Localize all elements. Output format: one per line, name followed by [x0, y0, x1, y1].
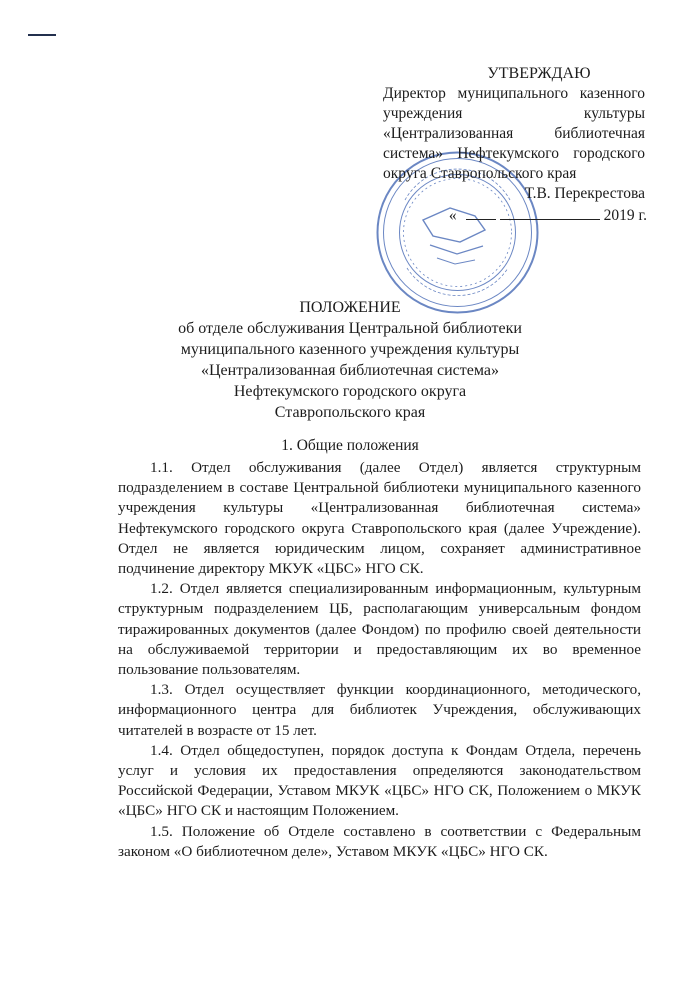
approval-block [383, 64, 645, 226]
section-title: 1. Общие положения [281, 437, 419, 454]
date-day-blank [466, 218, 496, 220]
approval-title: УТВЕРЖДАЮ [487, 65, 591, 82]
paragraph: 1.2. Отдел является специализированным информационным, культурным структурным подразделением ЦБ, располагающим универсальным фондом тиражированных документов (далее Фондом) по профилю своей деятельности на обслуживаемой территории и предоставляющим их во временное пользование пользователям. [118, 580, 641, 679]
document-subtitle-line: Нефтекумского городского округа [233, 383, 467, 400]
paragraph: 1.4. Отдел общедоступен, порядок доступа к Фондам Отдела, перечень услуг и условия их предоставления определяются законодательством Российской Федерации, Уставом МКУК «ЦБС» НГО СК, Положением о МКУК «ЦБС» НГО СК и настоящим Положением. [118, 741, 641, 820]
date-open-quote: « [448, 207, 457, 224]
date-year: 2019 г. [603, 207, 647, 224]
paragraph: 1.3. Отдел осуществляет функции координационного, методического, информационного центра для библиотек Учреждения, обслуживающих читателей в возрасте от 15 лет. [118, 681, 641, 739]
document-subtitle-line: об отделе обслуживания Центральной библиотеки [178, 320, 522, 337]
document-subtitle-line: Ставропольского края [274, 404, 426, 421]
document-heading [150, 297, 550, 423]
signatory-name: Т.В. Перекрестова [524, 185, 645, 202]
section-body [118, 458, 641, 862]
signature-row [383, 184, 645, 204]
paragraph: 1.5. Положение об Отделе составлено в соответствии с Федеральным законом «О библиотечном деле», Уставом МКУК «ЦБС» НГО СК. [118, 822, 641, 860]
approval-date-row [318, 204, 647, 226]
approval-position: Директор муниципального казенного учреждения культуры «Централизованная библиотечная система» Нефтекумского городского округа Ставропольского края [383, 85, 645, 182]
date-month-blank [500, 204, 600, 220]
document-subtitle-line: «Централизованная библиотечная система» [201, 362, 499, 379]
document-title: ПОЛОЖЕНИЕ [299, 299, 401, 316]
paragraph: 1.1. Отдел обслуживания (далее Отдел) является структурным подразделением в составе Центральной библиотеки муниципального казенного учреждения культуры «Централизованная библиотечная система» Нефтекумского городского округа Ставропольского края (далее Учреждение). Отдел не является юридическим лицом, сохраняет административное подчинение директору МКУК «ЦБС» НГО СК. [118, 459, 641, 578]
document-subtitle-line: муниципального казенного учреждения культуры [180, 341, 520, 358]
corner-mark [28, 34, 56, 36]
